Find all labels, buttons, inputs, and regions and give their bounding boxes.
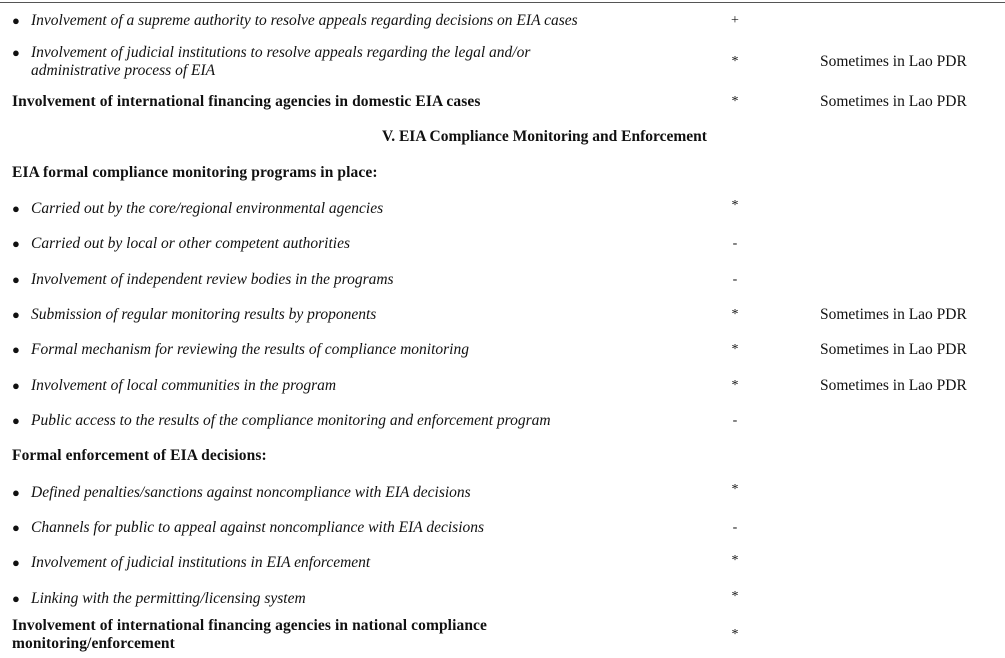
bullet-icon: ●	[12, 45, 20, 60]
row-label: ● Involvement of judicial institutions to resolve appeals regarding the legal and/or administrative process of EIA	[12, 44, 531, 79]
bullet-icon: ●	[12, 342, 20, 357]
row-mark: *	[731, 54, 739, 69]
row-label: ● Involvement of independent review bodies in the programs	[12, 271, 394, 288]
row-note: Sometimes in Lao PDR	[820, 377, 967, 394]
row-label: ● Involvement of local communities in the program	[12, 377, 337, 394]
bullet-icon: ●	[12, 307, 20, 322]
bullet-icon: ●	[12, 236, 20, 251]
bullet-icon: ●	[12, 485, 20, 500]
row-heading: Involvement of international financing agencies in domestic EIA cases	[12, 93, 481, 110]
row-note: Sometimes in Lao PDR	[820, 341, 967, 358]
row-label: ● Submission of regular monitoring results by proponents	[12, 306, 377, 323]
row-label: ● Carried out by local or other competent authorities	[12, 235, 351, 252]
row-mark: *	[731, 589, 739, 604]
row-mark: -	[732, 236, 738, 251]
row-label: ● Involvement of a supreme authority to resolve appeals regarding decisions on EIA cases	[12, 12, 578, 29]
section-title: V. EIA Compliance Monitoring and Enforcement	[382, 128, 707, 145]
row-mark: *	[731, 378, 739, 393]
row-mark: *	[731, 94, 739, 109]
row-note: Sometimes in Lao PDR	[820, 306, 967, 323]
row-mark: -	[732, 272, 738, 287]
row-mark: *	[731, 307, 739, 322]
row-label: ● Carried out by the core/regional environmental agencies	[12, 200, 384, 217]
row-mark: *	[731, 342, 739, 357]
bullet-icon: ●	[12, 378, 20, 393]
bullet-icon: ●	[12, 520, 20, 535]
row-note: Sometimes in Lao PDR	[820, 53, 967, 70]
row-note: Sometimes in Lao PDR	[820, 93, 967, 110]
row-label: ● Public access to the results of the compliance monitoring and enforcement program	[12, 412, 551, 429]
row-label: ● Channels for public to appeal against noncompliance with EIA decisions	[12, 519, 485, 536]
bullet-icon: ●	[12, 555, 20, 570]
row-heading: EIA formal compliance monitoring programs in place:	[12, 164, 378, 181]
bullet-icon: ●	[12, 201, 20, 216]
row-label: ● Formal mechanism for reviewing the results of compliance monitoring	[12, 341, 469, 358]
row-mark: *	[731, 627, 739, 642]
row-mark: *	[731, 553, 739, 568]
row-mark: -	[732, 413, 738, 428]
row-mark: -	[732, 520, 738, 535]
bullet-icon: ●	[12, 413, 20, 428]
row-mark: *	[731, 198, 739, 213]
bullet-icon: ●	[12, 13, 20, 28]
row-label: ● Involvement of judicial institutions in EIA enforcement	[12, 554, 371, 571]
row-heading: Involvement of international financing agencies in national compliance monitoring/enforcement	[12, 617, 488, 652]
table-top-rule	[0, 2, 1005, 3]
bullet-icon: ●	[12, 272, 20, 287]
row-label: ● Defined penalties/sanctions against noncompliance with EIA decisions	[12, 484, 471, 501]
row-mark: *	[731, 482, 739, 497]
row-heading: Formal enforcement of EIA decisions:	[12, 447, 267, 464]
bullet-icon: ●	[12, 591, 20, 606]
row-label: ● Linking with the permitting/licensing system	[12, 590, 306, 607]
row-mark: +	[731, 13, 739, 28]
